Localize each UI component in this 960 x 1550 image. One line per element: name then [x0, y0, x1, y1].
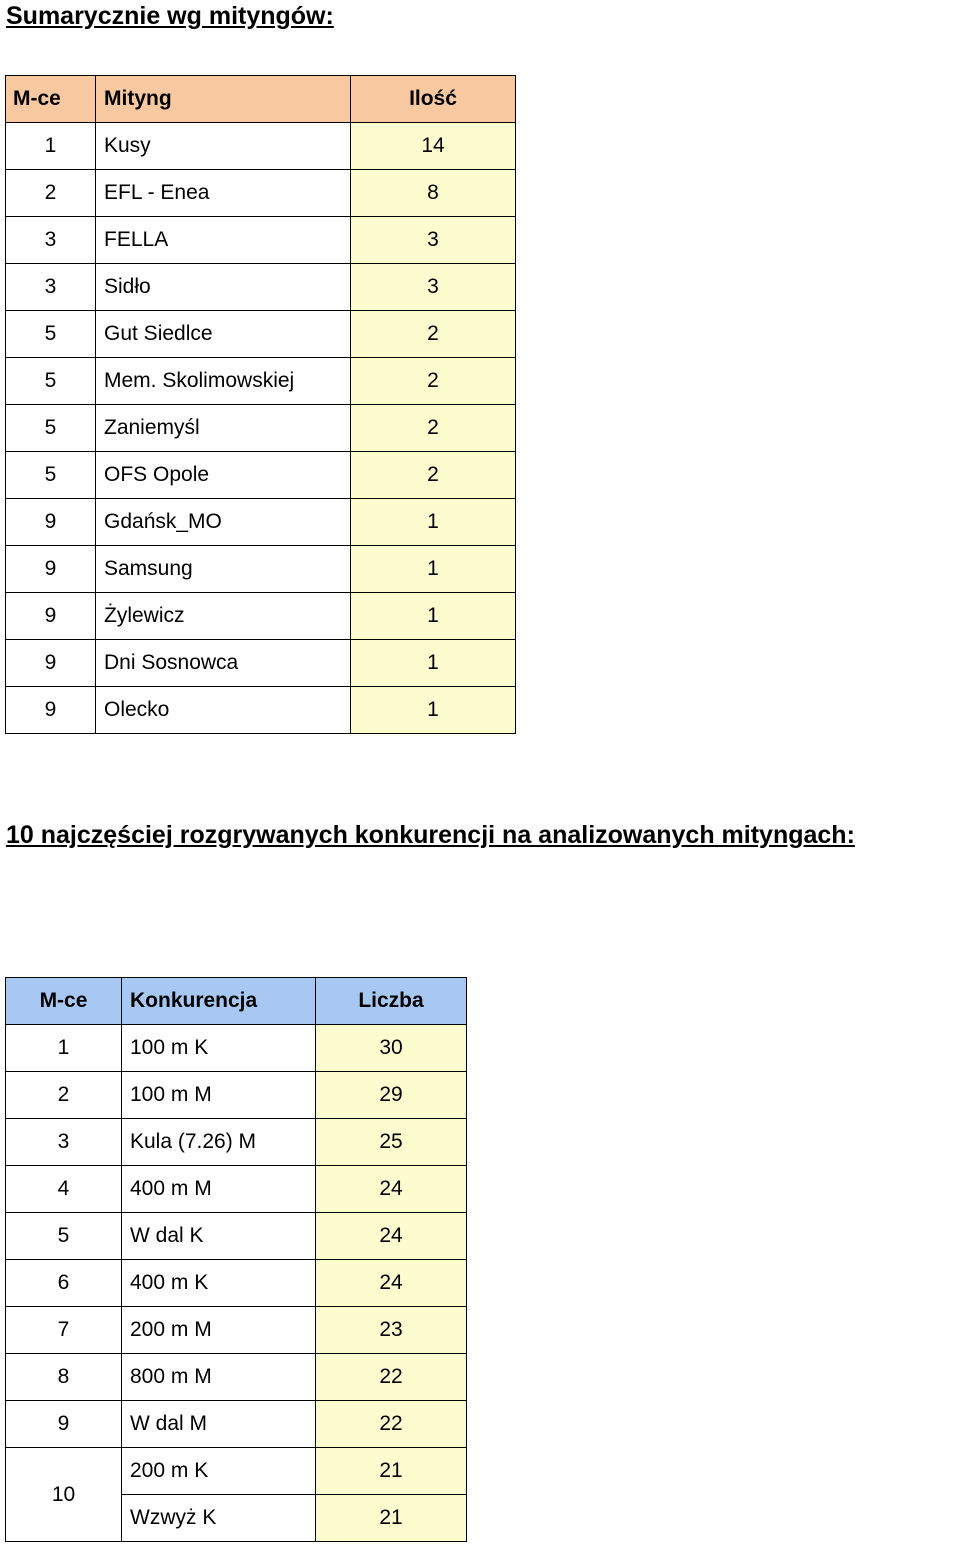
- meeting-cell: Samsung: [96, 546, 351, 593]
- count-cell: 25: [316, 1119, 467, 1166]
- meeting-cell: Żylewicz: [96, 593, 351, 640]
- count-cell: 29: [316, 1072, 467, 1119]
- meeting-cell: Zaniemyśl: [96, 405, 351, 452]
- meeting-cell: Gdańsk_MO: [96, 499, 351, 546]
- table-row: [6, 1448, 467, 1495]
- count-cell: 1: [351, 640, 516, 687]
- table-row: [6, 499, 516, 546]
- count-cell: 8: [351, 170, 516, 217]
- event-cell: 200 m M: [122, 1307, 316, 1354]
- header-event: Konkurencja: [122, 978, 316, 1025]
- place-cell: 9: [6, 499, 96, 546]
- place-cell: 9: [6, 687, 96, 734]
- place-cell: 4: [6, 1166, 122, 1213]
- count-cell: 3: [351, 264, 516, 311]
- place-cell: 5: [6, 311, 96, 358]
- place-cell: 1: [6, 123, 96, 170]
- meeting-cell: FELLA: [96, 217, 351, 264]
- header-place: M-ce: [6, 978, 122, 1025]
- table-row: [6, 1213, 467, 1260]
- header-count: Ilość: [351, 76, 516, 123]
- place-cell: 9: [6, 640, 96, 687]
- place-cell: 3: [6, 1119, 122, 1166]
- place-cell: 5: [6, 1213, 122, 1260]
- meetings-summary-heading: Sumarycznie wg mityngów:: [6, 2, 334, 30]
- count-cell: 23: [316, 1307, 467, 1354]
- event-cell: W dal K: [122, 1213, 316, 1260]
- table-row: [6, 1354, 467, 1401]
- table-row: [6, 1119, 467, 1166]
- meeting-cell: Mem. Skolimowskiej: [96, 358, 351, 405]
- place-cell: 10: [6, 1448, 122, 1542]
- top-events-heading: 10 najczęściej rozgrywanych konkurencji na analizowanych mityngach:: [6, 821, 855, 849]
- count-cell: 14: [351, 123, 516, 170]
- place-cell: 2: [6, 1072, 122, 1119]
- count-cell: 3: [351, 217, 516, 264]
- top-events-table: [5, 977, 467, 1542]
- header-meeting: Mityng: [96, 76, 351, 123]
- count-cell: 1: [351, 687, 516, 734]
- meeting-cell: Dni Sosnowca: [96, 640, 351, 687]
- header-place: M-ce: [6, 76, 96, 123]
- table-row: [6, 1260, 467, 1307]
- table-row: [6, 1307, 467, 1354]
- event-cell: 400 m K: [122, 1260, 316, 1307]
- table-row: [6, 593, 516, 640]
- count-cell: 22: [316, 1354, 467, 1401]
- place-cell: 5: [6, 358, 96, 405]
- table-row: [6, 546, 516, 593]
- place-cell: 9: [6, 593, 96, 640]
- count-cell: 2: [351, 405, 516, 452]
- count-cell: 24: [316, 1166, 467, 1213]
- meeting-cell: Kusy: [96, 123, 351, 170]
- table-row: [6, 405, 516, 452]
- table-row: [6, 170, 516, 217]
- place-cell: 1: [6, 1025, 122, 1072]
- count-cell: 1: [351, 546, 516, 593]
- meeting-cell: OFS Opole: [96, 452, 351, 499]
- table-row: [6, 358, 516, 405]
- count-cell: 1: [351, 499, 516, 546]
- meeting-cell: Olecko: [96, 687, 351, 734]
- place-cell: 9: [6, 546, 96, 593]
- count-cell: 2: [351, 311, 516, 358]
- place-cell: 2: [6, 170, 96, 217]
- event-cell: W dal M: [122, 1401, 316, 1448]
- meeting-cell: EFL - Enea: [96, 170, 351, 217]
- table-row: [6, 264, 516, 311]
- table-header-row: [6, 76, 516, 123]
- event-cell: Kula (7.26) M: [122, 1119, 316, 1166]
- table-row: [6, 217, 516, 264]
- count-cell: 21: [316, 1448, 467, 1495]
- table-row: [6, 1025, 467, 1072]
- count-cell: 24: [316, 1213, 467, 1260]
- place-cell: 7: [6, 1307, 122, 1354]
- count-cell: 24: [316, 1260, 467, 1307]
- header-count: Liczba: [316, 978, 467, 1025]
- count-cell: 2: [351, 358, 516, 405]
- event-cell: Wzwyż K: [122, 1495, 316, 1542]
- event-cell: 100 m K: [122, 1025, 316, 1072]
- place-cell: 5: [6, 452, 96, 499]
- place-cell: 3: [6, 264, 96, 311]
- event-cell: 100 m M: [122, 1072, 316, 1119]
- place-cell: 6: [6, 1260, 122, 1307]
- count-cell: 21: [316, 1495, 467, 1542]
- table-row: [6, 1072, 467, 1119]
- count-cell: 1: [351, 593, 516, 640]
- meeting-cell: Gut Siedlce: [96, 311, 351, 358]
- table-row: [6, 311, 516, 358]
- count-cell: 30: [316, 1025, 467, 1072]
- meeting-cell: Sidło: [96, 264, 351, 311]
- event-cell: 400 m M: [122, 1166, 316, 1213]
- count-cell: 2: [351, 452, 516, 499]
- place-cell: 9: [6, 1401, 122, 1448]
- meetings-summary-table: [5, 75, 516, 734]
- event-cell: 800 m M: [122, 1354, 316, 1401]
- place-cell: 3: [6, 217, 96, 264]
- table-row: [6, 640, 516, 687]
- table-row: [6, 1166, 467, 1213]
- count-cell: 22: [316, 1401, 467, 1448]
- table-row: [6, 687, 516, 734]
- place-cell: 5: [6, 405, 96, 452]
- event-cell: 200 m K: [122, 1448, 316, 1495]
- table-row: [6, 1401, 467, 1448]
- table-row: [6, 452, 516, 499]
- place-cell: 8: [6, 1354, 122, 1401]
- table-header-row: [6, 978, 467, 1025]
- table-row: [6, 123, 516, 170]
